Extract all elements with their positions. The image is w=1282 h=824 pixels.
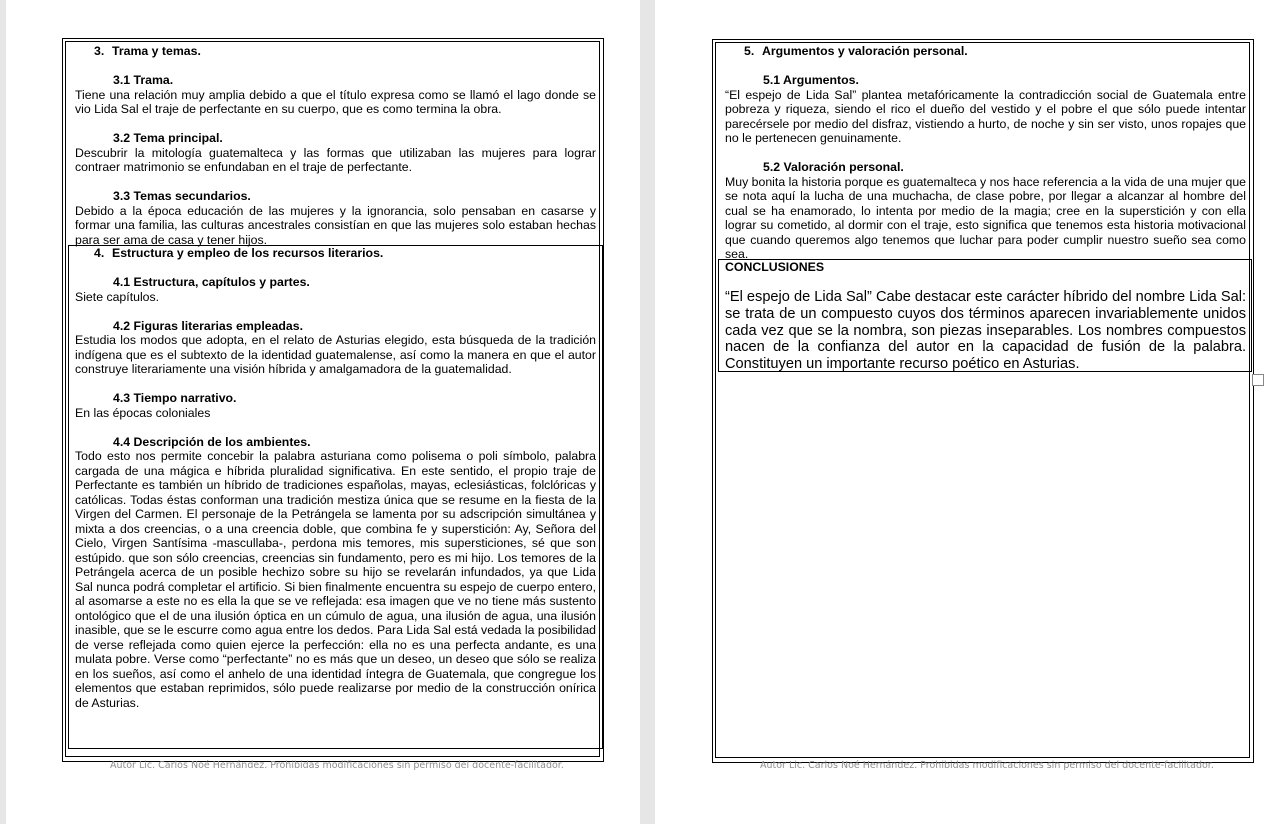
paragraph: Tiene una relación muy amplia debido a que el título expresa como se llamó el lago donde se vio Lida Sal el traje de perfectante en su cuerpo, que es como termina la obra. [75, 87, 596, 116]
section-3-heading: 3. Trama y temas. [94, 44, 201, 58]
paragraph: Debido a la época educación de las mujeres y la ignorancia, solo pensaban en casarse y formar una familia, las culturas ancestrales consistían en que las mujeres solo estaban hechas para ser ama de casa y tener hijos. [75, 203, 596, 247]
subheading-4-4: 4.4 Descripción de los ambientes. [113, 434, 311, 449]
page-footer: Autor Lic. Carlos Noé Hernández. Prohibidas modificaciones sin permiso del docente-facilitador. [110, 760, 564, 771]
section-3[interactable] [75, 44, 596, 247]
subheading-3-1: 3.1 Trama. [113, 73, 174, 87]
subheading-5-1: 5.1 Argumentos. [763, 73, 859, 87]
section-5-heading: 5. Argumentos y valoración personal. [744, 44, 968, 58]
table-resize-handle[interactable] [1252, 374, 1264, 386]
conclusions-heading: CONCLUSIONES [725, 260, 825, 274]
paragraph: Descubrir la mitología guatemalteca y las formas que utilizaban las mujeres para lograr contraer matrimonio se enfundaban en el traje de perfectante. [75, 145, 596, 174]
subheading-4-1: 4.1 Estructura, capítulos y partes. [113, 275, 310, 289]
section-5[interactable] [725, 44, 1246, 262]
document-page-right [655, 0, 1282, 824]
paragraph: Todo esto nos permite concebir la palabra asturiana como polisema o poli símbolo, palabra cargada de una mágica e híbrida pluralidad significativa. En este sentido, el propio traje de Perfectante es también un híbrido de tradiciones españolas, mayas, eclesiásticas, folclóricas y católicas. Todas éstas conforman una tradición mestiza única que se resume en la fiesta de la Virgen del Carmen. El personaje de la Petrángela se lamenta por su adscripción simultánea y mixta a dos creencias, o a una creencia doble, que combina fe y superstición: Ay, Señora del Cielo, Virgen Santísima -mascullaba-, perdona mis temores, mis supersticiones, sé que son estúpido. que son sólo creencias, creencias sin fundamento, pero es mi hijo. Los temores de la Petrángela acerca de un posible hechizo sobre su hijo se revelarán infundados, ya que Lida Sal nunca podrá completar el artificio. Si bien finalmente encuentra su espejo de cuerpo entero, al asomarse a este no es ella la que se ve reflejada: esa imagen que ve no tiene más sustento ontológico que el de una ilusión óptica en un cúmulo de agua, una ilusión de agua, una ilusión inasible, que se le escurre como agua entre los dedos. Para Lida Sal está vedada la posibilidad de verse reflejada como quien ejerce la perfección: ella no es una perfecta andante, es una mulata pobre. Verse como “perfectante” no es más que un deseo, un deseo que sólo se realiza en los sueños, así como el anhelo de una identidad íntegra de Guatemala, que congregue los elementos que estaban reprimidos, sólo puede realizarse por medio de la construcción onírica de Asturias. [75, 449, 596, 710]
paragraph: “El espejo de Lida Sal” plantea metafóricamente la contradicción social de Guatemala entre pobreza y riqueza, siendo el rico el dueño del vestido y el pobre el que sólo puede intentar parecérsele por medio del disfraz, vistiendo a hurto, de noche y sin ser visto, unos ropajes que no le pertenecen genuinamente. [725, 87, 1246, 145]
paragraph: Estudia los modos que adopta, en el relato de Asturias elegido, esta búsqueda de la tradición indígena que es el subtexto de la identidad guatemalense, así como la manera en que el autor construye literariamente una visión híbrida y amalgamadora de la guatemalidad. [75, 333, 596, 376]
section-4[interactable] [75, 246, 596, 710]
paragraph: En las épocas coloniales [75, 405, 211, 420]
subheading-4-3: 4.3 Tiempo narrativo. [113, 391, 237, 405]
subheading-4-2: 4.2 Figuras literarias empleadas. [113, 318, 304, 333]
subheading-3-2: 3.2 Tema principal. [113, 131, 223, 145]
paragraph: Siete capítulos. [75, 289, 160, 304]
conclusions-section[interactable] [725, 260, 1246, 373]
paragraph: “El espejo de Lida Sal” Cabe destacar este carácter híbrido del nombre Lida Sal: se trata de un compuesto cuyos dos términos aparecen invariablemente unidos cada vez que se la nombra, son piezas inseparables. Los nombres compuestos nacen de la confianza del autor en la capacidad de fusión de la palabra. Constituyen un importante recurso poético en Asturias. [725, 289, 1246, 373]
page-footer: Autor Lic. Carlos Noé Hernández. Prohibidas modificaciones sin permiso del docente-facilitador. [760, 760, 1214, 771]
subheading-3-3: 3.3 Temas secundarios. [113, 189, 251, 203]
section-4-heading: 4. Estructura y empleo de los recursos literarios. [94, 246, 384, 260]
subheading-5-2: 5.2 Valoración personal. [763, 160, 904, 174]
paragraph: Muy bonita la historia porque es guatemalteca y nos hace referencia a la vida de una mujer que se nota aquí la lucha de una muchacha, de clase pobre, por llegar a alcanzar al hombre del cual se ha enamorado, lo intenta por medio de la magia; cree en la superstición y con ella lograr su cometido, al dormir con el traje, esto significa que tenemos esta historia motivacional que cuando queremos algo tenemos que luchar para poder cumplir nuestro sueño sea como sea. [725, 174, 1246, 261]
document-page-left [6, 0, 640, 824]
